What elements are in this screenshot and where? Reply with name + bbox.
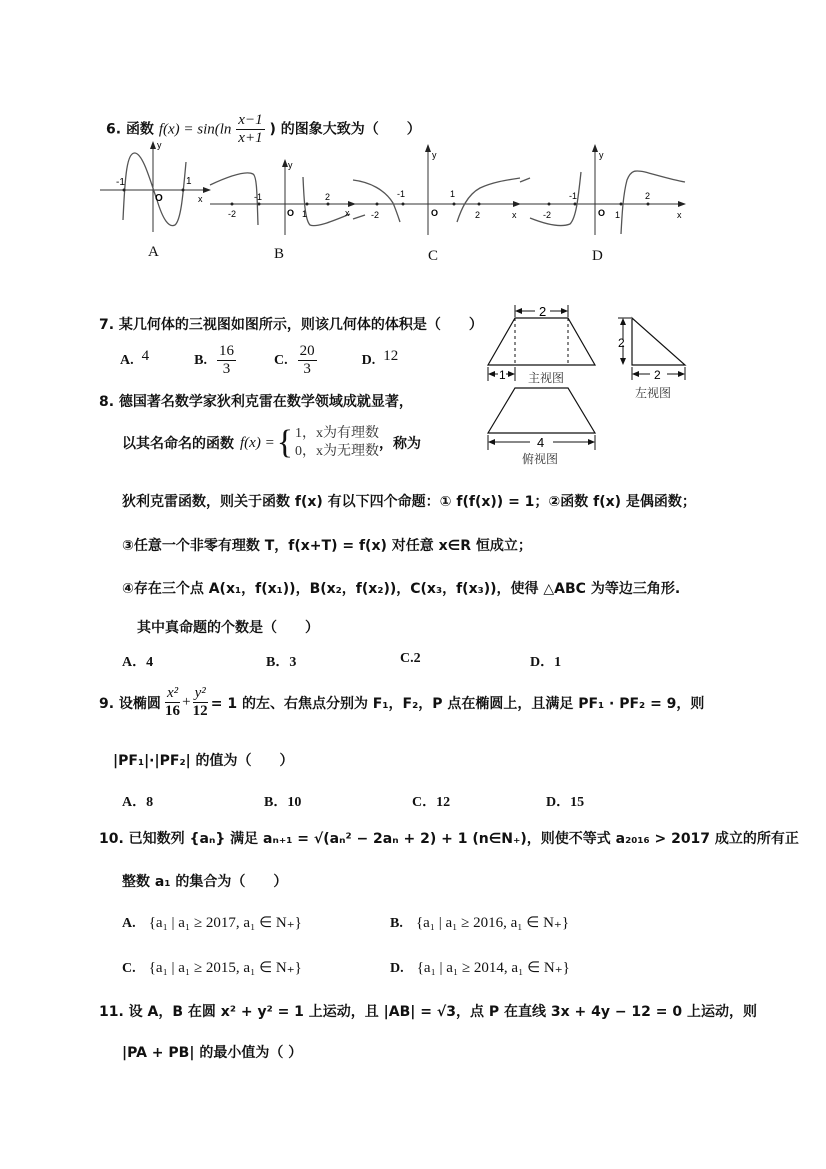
option-value: {a₁ | a₁ ≥ 2015, a₁ ∈ N₊} [148, 960, 302, 976]
q7-option-d-label: D. [361, 352, 376, 368]
q7-options [120, 343, 398, 378]
q9-frac-x [165, 685, 180, 720]
option-label: B. [390, 916, 403, 931]
graph-a-y-label: y [157, 140, 162, 150]
q8-line2-suffix: ，称为 [379, 436, 422, 452]
frac-den: 3 [222, 361, 231, 377]
graph-d-y-label: y [599, 150, 604, 160]
graph-b-tick: -2 [228, 209, 237, 219]
graph-c-y-label: y [432, 150, 437, 160]
q10-option-c [122, 957, 302, 977]
graph-d-curve-right [621, 171, 685, 234]
frac-num: 16 [218, 343, 234, 359]
q8-option-b: B．3 [266, 655, 297, 670]
q7-option-d-value: 12 [383, 348, 399, 364]
option-label: A. [122, 916, 136, 931]
graph-c-tick: 2 [475, 210, 481, 220]
graph-d [520, 145, 685, 235]
q11-line2: |PA + PB| 的最小值为（ ） [122, 1045, 303, 1061]
q6-function: f(x) = sin(ln [158, 121, 232, 138]
graph-b-tick: 2 [325, 192, 331, 202]
q9-suffix: = 1 的左、右焦点分别为 F₁，F₂，P 点在椭圆上，且满足 PF₁ · PF₂ = 9，则 [210, 695, 705, 712]
q7-option-b-label: B. [194, 352, 207, 368]
q9-option-c: C．12 [412, 795, 451, 810]
front-left-dim: 1 [499, 368, 506, 382]
q8-case2: 0，x为无理数 [295, 444, 380, 459]
frac-num: y² [194, 685, 206, 701]
graph-b-tick: -1 [254, 192, 263, 202]
graph-c-tick: -2 [371, 210, 380, 220]
graph-b-origin: O [287, 208, 295, 218]
front-view-caption: 主视图 [528, 371, 565, 385]
q11-line1: 11. 设 A，B 在圆 x² + y² = 1 上运动，且 |AB| = √3，点 P 在直线 3x + 4y − 12 = 0 上运动，则 [99, 1004, 758, 1020]
q8-line1: 8. 德国著名数学家狄利克雷在数学领域成就显著， [99, 394, 413, 410]
q6-frac-den: x+1 [238, 130, 263, 146]
q8-cases [295, 425, 379, 461]
graph-a-tick: 1 [186, 176, 192, 187]
option-value: {a₁ | a₁ ≥ 2014, a₁ ∈ N₊} [416, 960, 570, 976]
graph-d-tick: 2 [645, 191, 651, 201]
q7-option-a-value: 4 [141, 348, 150, 364]
graph-b-tick: 1 [302, 209, 308, 219]
three-view-diagram [480, 295, 700, 475]
q8-line2 [122, 425, 421, 461]
graph-b-y-label: y [288, 160, 293, 170]
q9-line2: |PF₁|·|PF₂| 的值为（ ） [113, 753, 294, 769]
graph-a-label: A [148, 244, 159, 260]
frac-num: x² [166, 685, 179, 701]
graph-c-tick: -1 [397, 189, 406, 199]
graph-a-curve [123, 153, 186, 226]
q8-line4: ③任意一个非零有理数 T，f(x+T) = f(x) 对任意 x∈R 恒成立； [122, 538, 532, 554]
q8-option-c: C.2 [400, 651, 421, 666]
side-height-dim: 2 [618, 336, 625, 350]
q10-option-a [122, 912, 302, 932]
q6-suffix: ) 的图象大致为（ ） [269, 121, 421, 138]
q9-frac-y [193, 685, 208, 720]
q7-option-b-frac [217, 343, 236, 378]
q8-question: 其中真命题的个数是（ ） [137, 620, 319, 636]
q8-line5: ④存在三个点 A(x₁，f(x₁))，B(x₂，f(x₂))，C(x₃，f(x₃))，使得 △ABC 为等边三角形. [122, 581, 681, 597]
graph-b [210, 160, 355, 235]
option-value: {a₁ | a₁ ≥ 2017, a₁ ∈ N₊} [148, 915, 302, 931]
frac-den: 12 [192, 703, 208, 719]
graph-c [353, 145, 520, 235]
q8-option-a: A．4 [122, 655, 154, 670]
q10-line2: 整数 a₁ 的集合为（ ） [122, 874, 288, 890]
q9-prefix: 9. 设椭圆 [99, 695, 161, 712]
graph-c-curve-right [457, 178, 520, 222]
graph-a-x-label: x [198, 194, 203, 204]
q8-option-d: D．1 [530, 655, 562, 670]
q9-option-d: D．15 [546, 795, 585, 810]
graph-c-origin: O [431, 208, 439, 218]
q7-option-c-frac [298, 343, 317, 378]
q7-stem: 7. 某几何体的三视图如图所示，则该几何体的体积是（ ） [99, 317, 483, 333]
graph-d-tick: 1 [615, 210, 621, 220]
graph-d-origin: O [598, 208, 606, 218]
front-top-dim: 2 [539, 304, 547, 319]
q7-option-a-label: A. [120, 352, 134, 368]
graph-a-tick: -1 [116, 177, 125, 188]
side-width-dim: 2 [654, 368, 661, 382]
q6-graphs [95, 140, 695, 260]
q9-option-a: A．8 [122, 795, 154, 810]
q9-stem: 9. 设椭圆 $\frac{\text{x²}}{16}$ + $\frac{\text{y²}}{12}$ = 1 的左、右焦点分别为 F₁，F₂，P 点在椭圆上，且满足 PF₁ · PF₂ = 9，则 [99, 685, 705, 719]
graph-b-x-label: x [345, 208, 350, 218]
q9-option-b: B．10 [264, 795, 302, 810]
q10-option-d [390, 957, 570, 977]
top-view-caption: 俯视图 [522, 452, 559, 466]
side-view [618, 318, 685, 382]
q10-option-b [390, 912, 569, 932]
graph-a-origin: O [155, 193, 163, 204]
top-width-dim: 4 [537, 435, 545, 450]
side-view-caption: 左视图 [635, 386, 672, 400]
graph-d-label: D [592, 248, 603, 264]
graph-c-label: C [428, 248, 439, 264]
graph-c-x-label: x [512, 210, 517, 220]
q6-prefix: 函数 [125, 121, 154, 138]
q6-frac-num: x−1 [238, 112, 263, 128]
frac-den: 16 [165, 703, 181, 719]
graph-d-tick: -1 [569, 191, 578, 201]
q8-line2-prefix: 以其名命名的函数 [122, 436, 234, 452]
graph-a [100, 140, 210, 232]
q8-case1: 1，x为有理数 [295, 426, 380, 441]
frac-den: 3 [303, 361, 311, 377]
option-label: C. [122, 961, 136, 976]
graph-b-label: B [274, 246, 285, 262]
brace-icon: { [276, 424, 294, 461]
graph-d-x-label: x [677, 210, 682, 220]
q8-line3: 狄利克雷函数，则关于函数 f(x) 有以下四个命题：① f(f(x)) = 1；②函数 f(x) 是偶函数； [122, 494, 696, 510]
q8-function: f(x) = [240, 434, 275, 451]
q10-line1: 10. 已知数列 {aₙ} 满足 aₙ₊₁ = √(aₙ² − 2aₙ + 2) + 1 (n∈N₊)，则使不等式 a₂₀₁₆ > 2017 成立的所有正 [99, 831, 799, 847]
q6-number: 6. [106, 121, 122, 138]
frac-num: 20 [299, 343, 315, 359]
top-view [488, 388, 595, 450]
option-label: D. [390, 961, 404, 976]
graph-c-tick: 1 [450, 189, 456, 199]
graph-d-tick: -2 [543, 210, 552, 220]
option-value: {a₁ | a₁ ≥ 2016, a₁ ∈ N₊} [415, 915, 570, 931]
q7-option-c-label: C. [273, 352, 288, 368]
